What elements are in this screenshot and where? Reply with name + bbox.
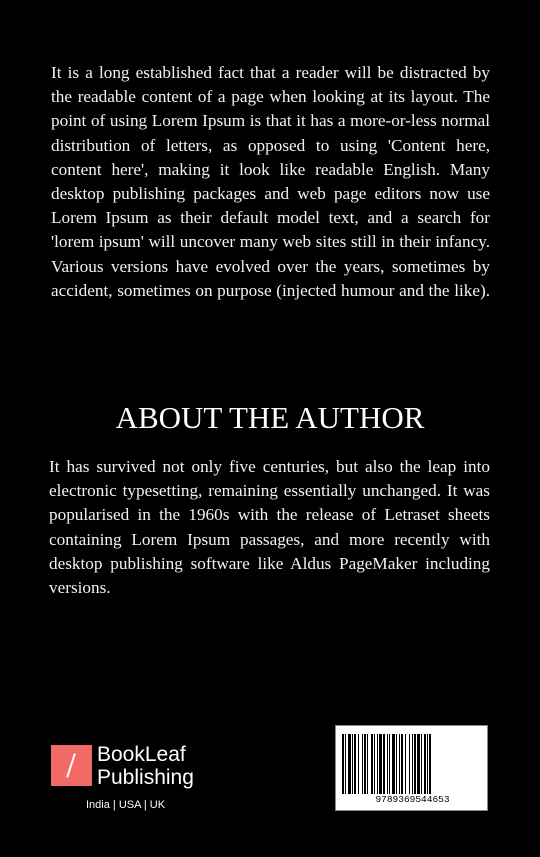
- barcode-bars: [342, 734, 483, 794]
- slash-icon: [66, 753, 76, 777]
- publisher-name-line2: Publishing: [97, 766, 194, 789]
- publisher-regions: India | USA | UK: [86, 799, 166, 811]
- author-bio: It has survived not only five centuries, but also the leap into electronic typesetting, remaining essentially unchanged. It was popularised in the 1960s with the release of Letraset sheets containing Lorem Ipsum passages, and more recently with desktop publishing software like Aldus PageMaker including versions.: [49, 457, 490, 598]
- about-author-heading: ABOUT THE AUTHOR: [115, 400, 425, 435]
- isbn-barcode: [335, 725, 488, 811]
- book-blurb: It is a long established fact that a reader will be distracted by the readable content of a page when looking at its layout. The point of using Lorem Ipsum is that it has a more-or-less normal distribution of letters, as opposed to using 'Content here, content here', making it look like readable English. Many desktop publishing packages and web page editors now use Lorem Ipsum as their default model text, and a search for 'lorem ipsum' will uncover many web sites still in their infancy. Various versions have evolved over the years, sometimes by accident, sometimes on purpose (injected humour and the like).: [51, 63, 490, 300]
- publisher-logo: [51, 745, 211, 815]
- publisher-name-line1: BookLeaf: [97, 743, 186, 766]
- publisher-logo-mark: [51, 745, 92, 786]
- isbn-number: 9789369544653: [375, 794, 450, 805]
